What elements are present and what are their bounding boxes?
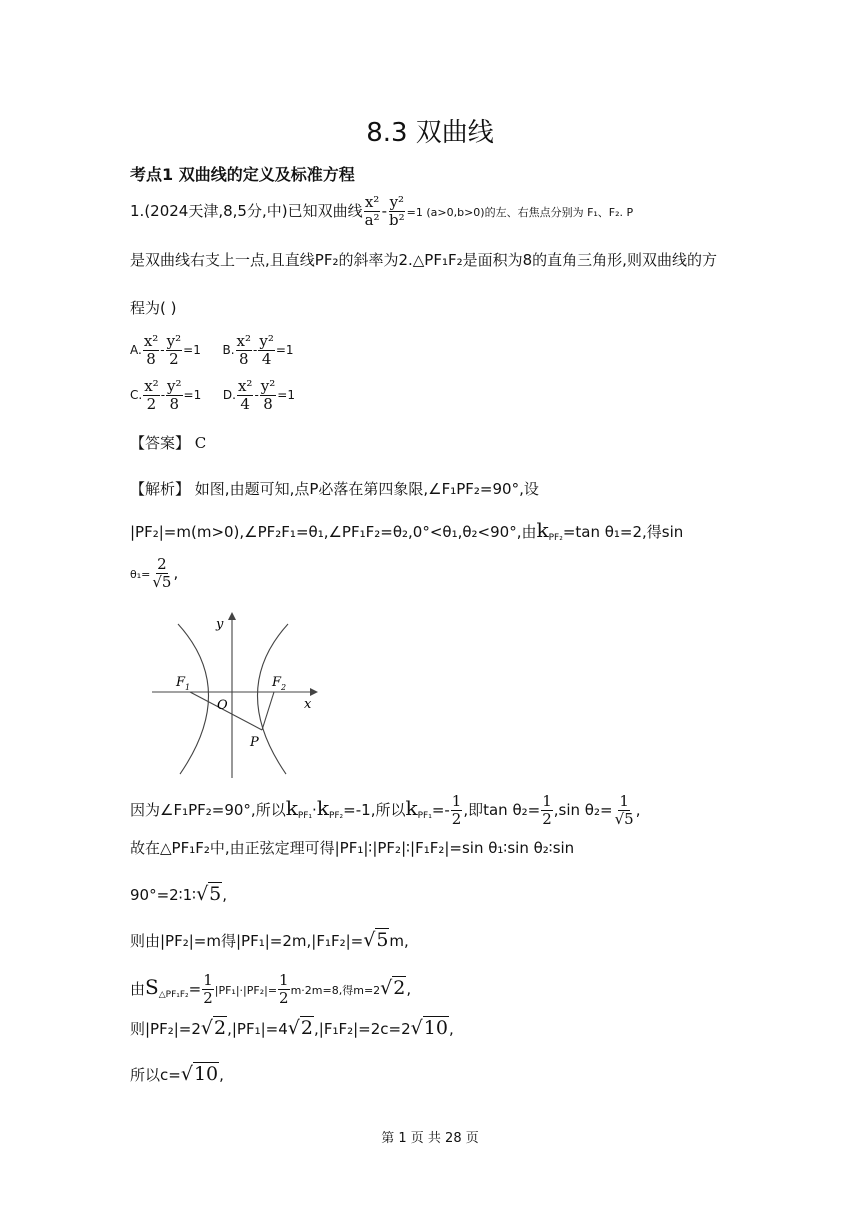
f2-subscript: 2	[281, 683, 287, 692]
frac-num: 1	[279, 971, 289, 989]
answer-value: C	[194, 434, 207, 452]
option-frac	[143, 333, 159, 368]
minus-sign: -	[160, 388, 166, 402]
frac-den: 2	[279, 989, 289, 1007]
slope-k: k	[285, 796, 298, 820]
x-axis-arrow-icon	[310, 688, 318, 696]
fraction-y2-b2	[388, 194, 406, 229]
option-rhs: =1	[183, 388, 202, 402]
slope-k: k	[536, 518, 549, 542]
frac-num: y²	[259, 332, 274, 350]
option-letter: C.	[130, 388, 143, 402]
frac-den: √5	[152, 573, 172, 591]
radicand: 10	[423, 1017, 448, 1039]
fraction-x2-a2	[364, 194, 381, 229]
analysis-text: =-	[431, 801, 450, 819]
slope-k: k	[405, 796, 418, 820]
frac-den: 2	[203, 989, 213, 1007]
analysis-text: |PF₂|=m(m>0),∠PF₂F₁=θ₁,∠PF₁F₂=θ₂,0°<θ₁,θ₂<90°,由	[130, 523, 537, 541]
frac-den: 2	[451, 810, 462, 828]
slope-subscript: PF₂	[328, 811, 344, 821]
option-frac	[237, 378, 253, 413]
option-frac	[236, 333, 252, 368]
sqrt-2	[201, 1016, 227, 1039]
analysis-line-4	[130, 793, 640, 828]
analysis-text: ,|F₁F₂|=2c=2	[314, 1020, 411, 1038]
analysis-text: ,	[406, 980, 412, 998]
dot-operator: ·	[312, 801, 317, 819]
sqrt-icon: √	[196, 883, 209, 905]
analysis-text: ,	[635, 801, 641, 819]
option-b[interactable]	[222, 332, 294, 368]
radicand: 2	[214, 1017, 227, 1039]
frac-num: 1	[619, 792, 629, 810]
analysis-line-5: 故在△PF₁F₂中,由正弦定理可得|PF₁|∶|PF₂|∶|F₁F₂|=sin θ₁∶sin θ₂∶sin	[130, 839, 575, 857]
question-source: (2024天津,8,5分,中)	[144, 202, 288, 220]
slope-subscript: PF₁	[297, 811, 313, 821]
frac-den: 2	[146, 395, 157, 413]
option-frac	[258, 333, 275, 368]
question-text-cont: =1 (a>0,b>0)的左、右焦点分别为 F₁、F₂. P	[406, 206, 634, 219]
analysis-line-2	[130, 520, 683, 548]
sqrt-icon: √	[287, 1017, 300, 1039]
analysis-text: 则|PF₂|=2	[130, 1020, 201, 1038]
frac-den: 8	[239, 350, 249, 368]
sqrt-icon: √	[200, 1017, 214, 1039]
option-a[interactable]	[130, 332, 201, 368]
sqrt-icon: √	[180, 1063, 193, 1085]
analysis-text: =tan θ₁=2,得sin	[562, 523, 684, 541]
frac-num: 1	[542, 792, 552, 810]
analysis-text: 则由|PF₂|=m得|PF₁|=2m,|F₁F₂|=	[130, 932, 364, 950]
options-row-2	[130, 378, 295, 413]
option-frac	[166, 378, 183, 413]
minus-sign: -	[253, 343, 258, 357]
analysis-text: ,	[448, 1020, 454, 1038]
frac-num: 2	[157, 555, 167, 573]
analysis-line-9	[130, 1018, 454, 1039]
section-heading: 考点1 双曲线的定义及标准方程	[130, 165, 355, 184]
option-d[interactable]	[222, 377, 295, 413]
analysis-line-6	[130, 884, 227, 905]
analysis-line-3	[130, 556, 178, 591]
frac-num: x²	[364, 193, 380, 211]
question-line-3: 程为( )	[130, 299, 177, 317]
question-line-1	[130, 194, 633, 229]
analysis-text: 所以c=	[130, 1066, 181, 1084]
question-line-2: 是双曲线右支上一点,且直线PF₂的斜率为2.△PF₁F₂是面积为8的直角三角形,则双曲线的方	[130, 251, 717, 269]
frac-num: y²	[389, 193, 405, 211]
analysis-text: =	[188, 980, 202, 998]
page-title: 8.3 双曲线	[366, 118, 494, 148]
option-letter: A.	[130, 343, 142, 357]
analysis-line-1	[130, 479, 539, 499]
analysis-text: ,	[173, 564, 179, 582]
page-footer: 第 1 页 共 28 页	[381, 1131, 479, 1146]
option-rhs: =1	[183, 343, 201, 357]
slope-subscript: PF₁	[417, 811, 432, 821]
analysis-text: ,	[219, 1066, 224, 1084]
f1-subscript: 1	[185, 683, 191, 692]
analysis-text: ,即tan θ₂=	[463, 801, 541, 819]
frac-den: b²	[389, 211, 405, 229]
frac-den: √5	[614, 810, 634, 828]
hyperbola-right-branch	[257, 624, 288, 774]
analysis-text: ,sin θ₂=	[553, 801, 613, 819]
area-subscript: △PF₁F₂	[158, 990, 189, 1000]
fraction-half	[202, 972, 214, 1007]
sqrt-5	[196, 882, 222, 905]
frac-den: 4	[261, 350, 272, 368]
analysis-text: 因为∠F₁PF₂=90°,所以	[130, 801, 286, 819]
fraction-half	[541, 793, 553, 828]
radicand: 2	[300, 1017, 313, 1039]
analysis-text: m,	[389, 932, 409, 950]
analysis-text: |PF₁|·|PF₂|=	[214, 984, 278, 997]
frac-num: y²	[260, 377, 276, 395]
question-number: 1.	[130, 202, 145, 220]
sqrt-5	[363, 928, 389, 951]
option-rhs: =1	[275, 343, 294, 357]
analysis-text: ,	[222, 886, 228, 904]
option-frac	[260, 378, 277, 413]
analysis-text: =-1,所以	[343, 801, 406, 819]
frac-den: 2	[542, 810, 552, 828]
frac-num: x²	[143, 332, 159, 350]
radicand: 5	[209, 883, 222, 905]
fraction-1-sqrt5	[614, 793, 635, 828]
frac-num: 1	[203, 971, 213, 989]
sqrt-icon: √	[363, 929, 376, 951]
frac-den: 4	[240, 395, 250, 413]
question-text: 已知双曲线	[287, 202, 363, 220]
f1-label: F	[176, 675, 186, 690]
x-axis-label: x	[304, 697, 312, 712]
frac-den: 8	[263, 395, 273, 413]
frac-num: x²	[144, 377, 159, 395]
sqrt-icon: √	[380, 977, 393, 999]
analysis-text: 如图,由题可知,点P必落在第四象限,∠F₁PF₂=90°,设	[194, 480, 539, 498]
fraction-half	[451, 793, 463, 828]
frac-den: 8	[169, 395, 180, 413]
analysis-text: ,|PF₁|=4	[227, 1020, 288, 1038]
option-letter: B.	[222, 343, 235, 357]
radicand: 10	[193, 1063, 219, 1085]
frac-num: y²	[167, 377, 182, 395]
origin-label: O	[217, 698, 228, 713]
segment-pf2	[262, 692, 274, 730]
frac-den: 8	[146, 350, 156, 368]
answer-label: 【答案】	[130, 434, 191, 452]
y-axis-label: y	[216, 617, 224, 632]
p-label: P	[250, 735, 259, 750]
area-s: S	[145, 975, 159, 999]
fraction-2-sqrt5	[151, 556, 172, 591]
frac-num: x²	[236, 332, 252, 350]
analysis-line-8	[130, 972, 411, 1007]
analysis-text: 90°=2∶1∶	[130, 886, 197, 904]
y-axis-arrow-icon	[228, 612, 236, 620]
minus-sign: -	[254, 388, 259, 402]
slope-k: k	[316, 796, 329, 820]
hyperbola-figure	[150, 612, 320, 782]
radicand: 5	[376, 929, 389, 951]
analysis-line-10	[130, 1064, 224, 1085]
sqrt-2	[380, 976, 406, 999]
answer-line	[130, 433, 206, 453]
analysis-label: 【解析】	[130, 480, 191, 498]
options-row-1	[130, 333, 294, 368]
slope-subscript: PF₂	[548, 533, 563, 543]
analysis-text: θ₁=	[130, 568, 151, 581]
option-rhs: =1	[277, 388, 295, 402]
frac-den: 2	[169, 350, 179, 368]
radicand: 2	[393, 977, 406, 999]
sqrt-icon: √	[410, 1017, 423, 1039]
option-frac	[143, 378, 159, 413]
option-letter: D.	[222, 388, 236, 402]
fraction-half	[278, 972, 290, 1007]
option-c[interactable]	[130, 377, 202, 413]
sqrt-2	[288, 1016, 314, 1039]
sqrt-10	[411, 1016, 449, 1039]
frac-num: x²	[237, 377, 253, 395]
sqrt-10	[181, 1062, 219, 1085]
minus-sign: -	[381, 202, 387, 220]
analysis-line-7	[130, 930, 409, 951]
analysis-text: 由	[130, 980, 146, 998]
option-frac	[166, 333, 183, 368]
frac-den: a²	[364, 211, 380, 229]
f2-label: F	[272, 675, 282, 690]
minus-sign: -	[160, 343, 165, 357]
frac-num: 1	[451, 792, 462, 810]
analysis-text: m·2m=8,得m=2	[290, 984, 381, 997]
frac-num: y²	[166, 332, 182, 350]
